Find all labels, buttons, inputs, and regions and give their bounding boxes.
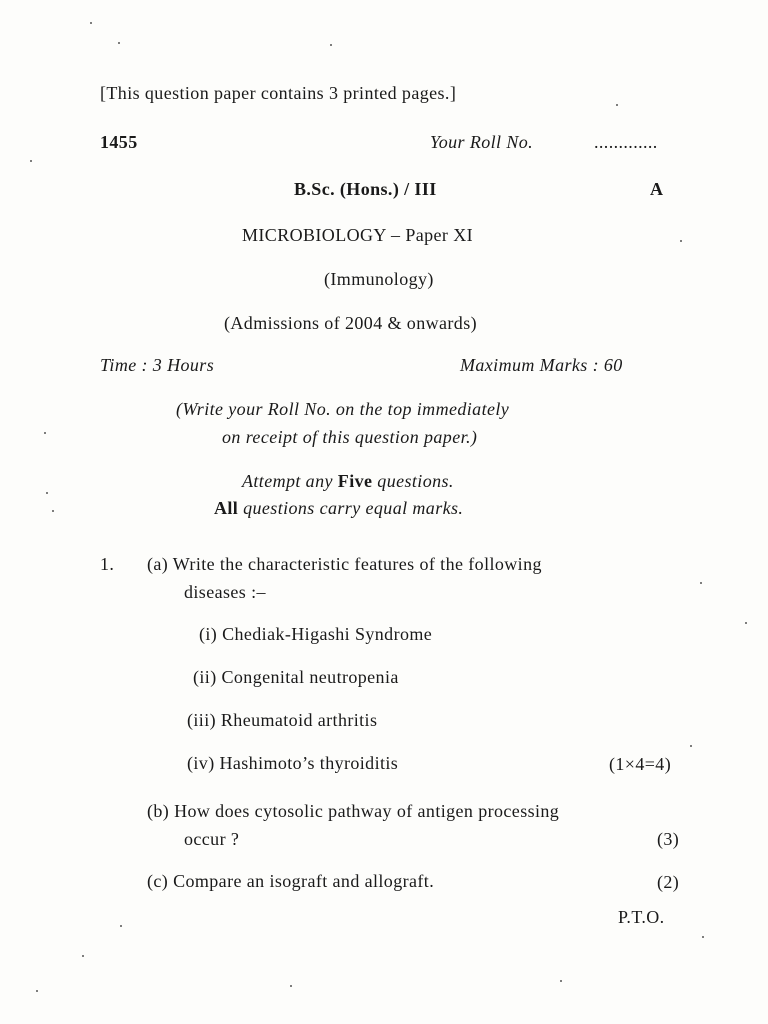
marks-instruction	[214, 497, 463, 519]
roll-number-label: Your Roll No.	[430, 132, 534, 152]
question-1c-marks: (2)	[657, 872, 680, 892]
scan-speck	[30, 160, 32, 162]
disease-item: (i) Chediak-Higashi Syndrome	[199, 624, 433, 644]
question-1c-line: (c) Compare an isograft and allograft.	[147, 871, 435, 891]
attempt-instruction	[242, 470, 454, 492]
marks-post: questions carry equal marks.	[243, 498, 464, 518]
disease-item: (ii) Congenital neutropenia	[193, 667, 399, 687]
page-count-note: [This question paper contains 3 printed pages.]	[100, 83, 457, 103]
admissions-note: (Admissions of 2004 & onwards)	[224, 313, 477, 333]
scan-speck	[745, 622, 747, 624]
subject-topic: (Immunology)	[324, 269, 434, 289]
instruction-line-1: (Write your Roll No. on the top immediately	[176, 399, 510, 419]
scan-speck	[118, 42, 120, 44]
disease-item: (iii) Rheumatoid arthritis	[187, 710, 378, 730]
scan-speck	[680, 240, 682, 242]
disease-item: (iv) Hashimoto’s thyroiditis	[187, 753, 399, 773]
attempt-pre: Attempt any	[242, 471, 333, 491]
scan-speck	[120, 925, 122, 927]
question-1a-line-2: diseases :–	[184, 582, 266, 602]
please-turn-over: P.T.O.	[618, 907, 665, 927]
scan-speck	[90, 22, 92, 24]
scan-speck	[700, 582, 702, 584]
paper-code: 1455	[100, 132, 138, 152]
scan-speck	[52, 510, 54, 512]
question-1a-line-1: (a) Write the characteristic features of the following	[147, 554, 542, 574]
time-allowed: Time : 3 Hours	[100, 355, 215, 375]
attempt-count: Five	[337, 471, 373, 491]
scan-speck	[82, 955, 84, 957]
scan-speck	[44, 432, 46, 434]
subject-title: MICROBIOLOGY – Paper XI	[242, 225, 474, 245]
marks-all: All	[214, 498, 239, 518]
scan-speck	[46, 492, 48, 494]
question-1b-line-1: (b) How does cytosolic pathway of antigen processing	[147, 801, 560, 821]
scan-speck	[616, 104, 618, 106]
question-1a-marks: (1×4=4)	[609, 754, 672, 774]
scan-speck	[290, 985, 292, 987]
maximum-marks: Maximum Marks : 60	[460, 355, 623, 375]
instruction-line-2: on receipt of this question paper.)	[222, 427, 478, 447]
question-number: 1.	[100, 554, 115, 574]
attempt-post: questions.	[377, 471, 454, 491]
roll-number-blank: .............	[594, 132, 658, 152]
question-1b-marks: (3)	[657, 829, 680, 849]
scan-speck	[702, 936, 704, 938]
scan-speck	[690, 745, 692, 747]
scan-speck	[560, 980, 562, 982]
scan-speck	[36, 990, 38, 992]
course-title: B.Sc. (Hons.) / III	[294, 179, 437, 199]
paper-set: A	[650, 179, 664, 199]
scan-speck	[330, 44, 332, 46]
question-1b-line-2: occur ?	[184, 829, 240, 849]
